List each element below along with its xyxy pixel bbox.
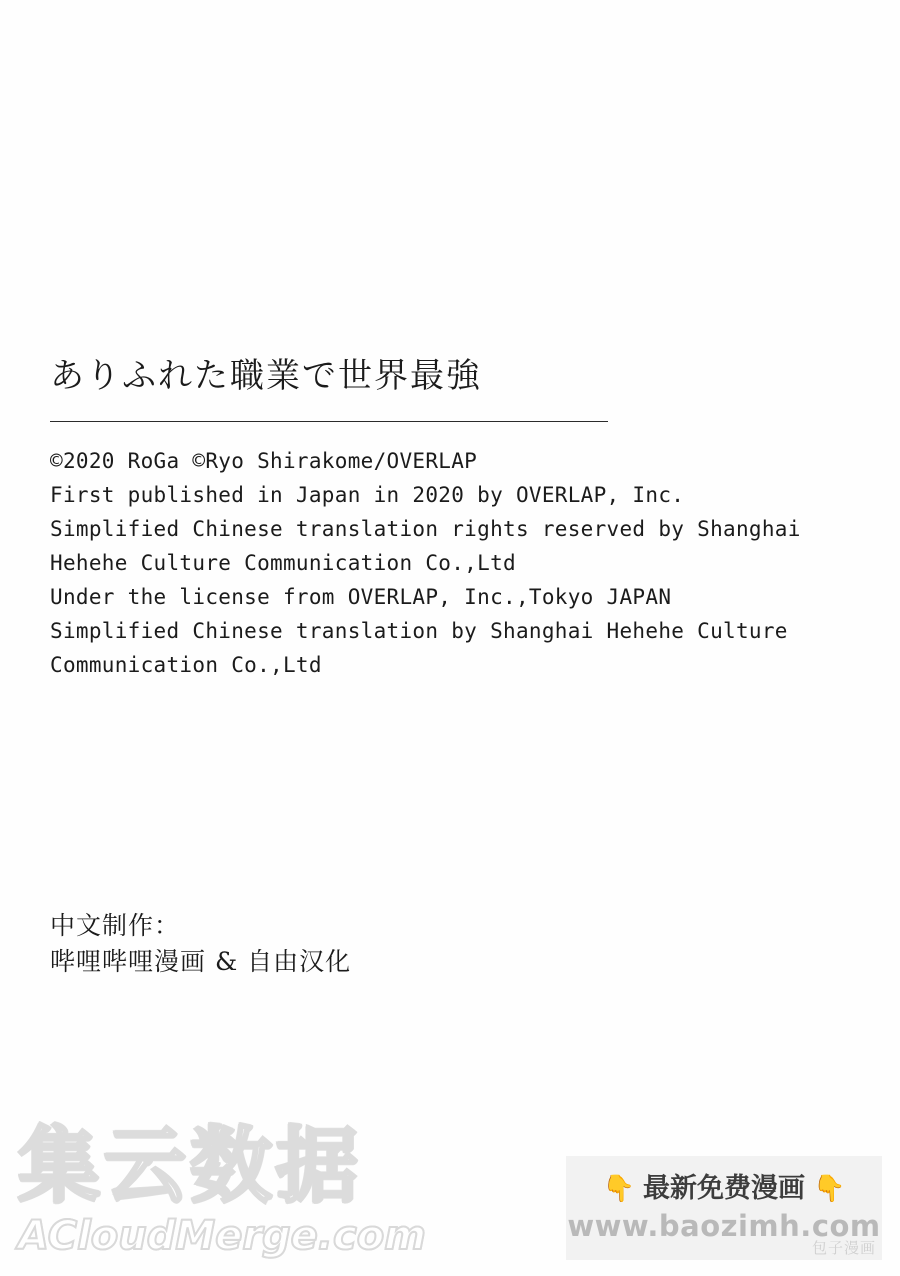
pointing-down-hand-icon-right: 👇 xyxy=(813,1174,846,1204)
credits-block xyxy=(50,908,351,980)
legal-line: ©2020 RoGa ©Ryo Shirakome/OVERLAP xyxy=(50,448,478,473)
banner-headline: 最新免费漫画 xyxy=(643,1173,805,1204)
legal-text xyxy=(50,444,890,682)
watermark-baozimh-banner[interactable] xyxy=(566,1156,882,1260)
legal-line: Under the license from OVERLAP, Inc.,Tokyo JAPAN xyxy=(50,584,672,609)
credits-label: 中文制作： xyxy=(50,911,181,940)
title-divider xyxy=(50,421,608,422)
watermark-en-text: ACloudMerge.com xyxy=(18,1213,426,1259)
colophon-block xyxy=(50,356,880,682)
credits-value: 哔哩哔哩漫画 & 自由汉化 xyxy=(50,947,352,976)
legal-line: Simplified Chinese translation by Shanghai Hehehe Culture xyxy=(50,618,788,643)
banner-headline-row xyxy=(603,1174,846,1204)
legal-line: First published in Japan in 2020 by OVERLAP, Inc. xyxy=(50,482,685,507)
banner-sub-label: 包子漫画 xyxy=(811,1239,876,1257)
watermark-acloudmerge xyxy=(18,1119,426,1266)
watermark-cn-text: 集云数据 xyxy=(18,1119,363,1214)
legal-line: Hehehe Culture Communication Co.,Ltd xyxy=(50,550,516,575)
banner-url[interactable]: www.baozimh.com xyxy=(567,1209,881,1243)
page-title: ありふれた職業で世界最強 xyxy=(50,356,482,396)
legal-line: Communication Co.,Ltd xyxy=(50,652,322,677)
pointing-down-hand-icon-left: 👇 xyxy=(602,1174,635,1204)
legal-line: Simplified Chinese translation rights reserved by Shanghai xyxy=(50,516,801,541)
